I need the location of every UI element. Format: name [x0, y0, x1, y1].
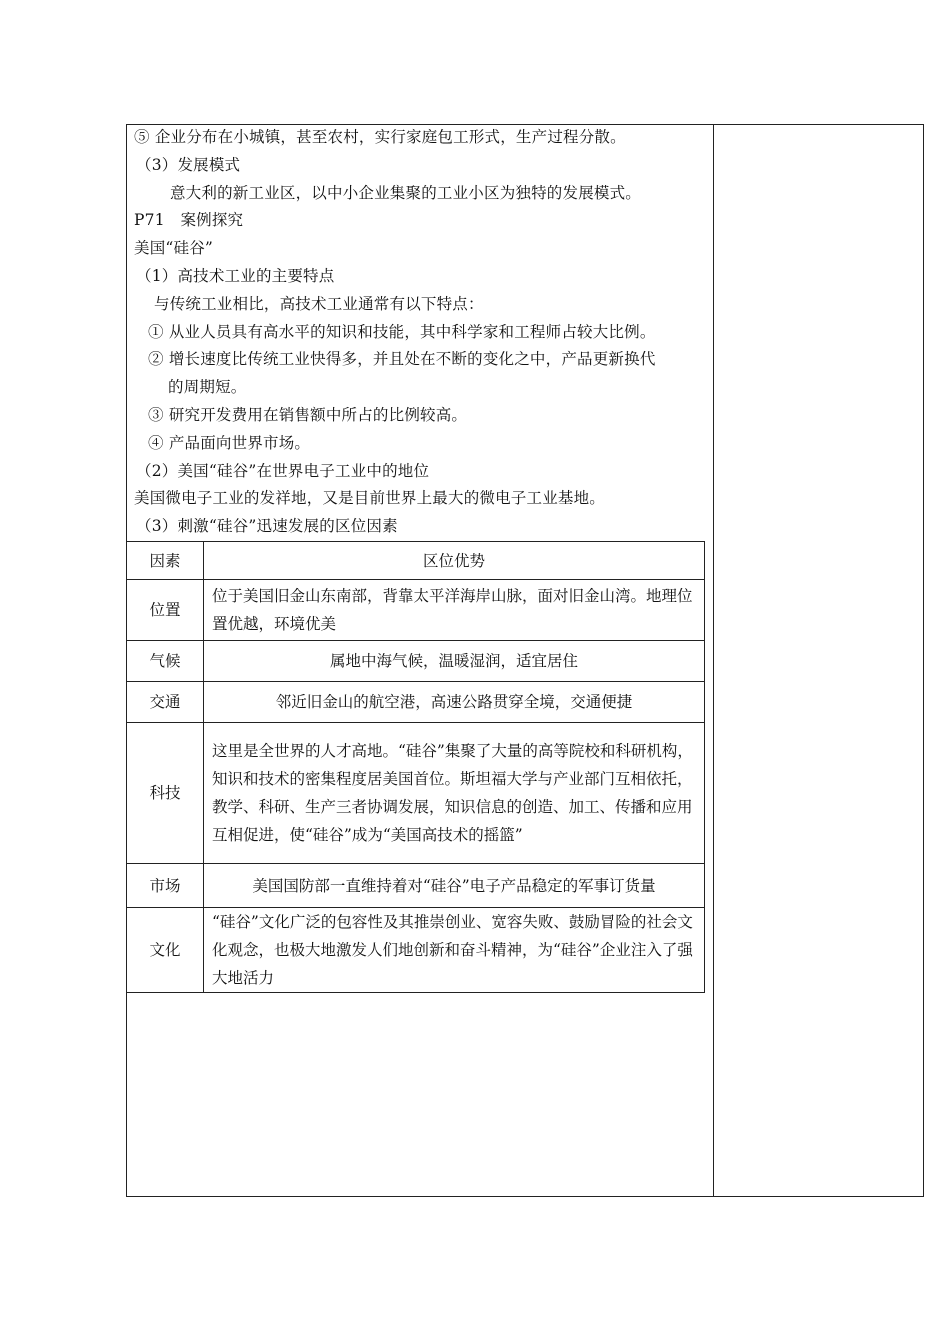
table-row	[127, 580, 705, 641]
location-factors-table	[126, 541, 705, 993]
list-item: ③ 研究开发费用在销售额中所占的比例较高。	[148, 405, 468, 424]
section-heading: （3）发展模式	[136, 155, 241, 174]
advantage-cell: “硅谷”文化广泛的包容性及其推崇创业、宽容失败、鼓励冒险的社会文化观念，也极大地激发人们地创新和奋斗精神，为“硅谷”企业注入了强大地活力	[204, 908, 705, 993]
list-item: ① 从业人员具有高水平的知识和技能，其中科学家和工程师占较大比例。	[148, 322, 656, 341]
factor-cell: 科技	[127, 723, 204, 864]
advantage-cell: 属地中海气候，温暖湿润，适宜居住	[204, 641, 705, 682]
list-item: ④ 产品面向世界市场。	[148, 433, 311, 452]
header-advantage: 区位优势	[204, 542, 705, 580]
main-content	[134, 124, 712, 541]
text-line: 美国微电子工业的发祥地，又是目前世界上最大的微电子工业基地。	[134, 489, 606, 508]
table-row	[127, 641, 705, 682]
table-header-row	[127, 542, 705, 580]
section-heading: （1）高技术工业的主要特点	[136, 266, 335, 285]
factor-cell: 交通	[127, 682, 204, 723]
section-heading: （2）美国“硅谷”在世界电子工业中的地位	[136, 461, 430, 480]
list-item: ② 增长速度比传统工业快得多，并且处在不断的变化之中，产品更新换代	[148, 350, 656, 369]
text-line: 意大利的新工业区，以中小企业集聚的工业小区为独特的发展模式。	[170, 183, 642, 202]
section-heading: 美国“硅谷”	[134, 239, 214, 258]
header-factor: 因素	[127, 542, 204, 580]
advantage-cell: 美国国防部一直维持着对“硅谷”电子产品稳定的军事订货量	[204, 864, 705, 908]
column-divider	[713, 124, 714, 1197]
list-item-continuation: 的周期短。	[168, 378, 247, 397]
advantage-cell: 这里是全世界的人才高地。“硅谷”集聚了大量的高等院校和科研机构，知识和技术的密集程度居美国首位。斯坦福大学与产业部门互相依托，教学、科研、生产三者协调发展，知识信息的创造、加工、传播和应用互相促进，使“硅谷”成为“美国高技术的摇篮”	[204, 723, 705, 864]
advantage-cell: 位于美国旧金山东南部，背靠太平洋海岸山脉，面对旧金山湾。地理位置优越，环境优美	[204, 580, 705, 641]
text-line: 与传统工业相比，高技术工业通常有以下特点：	[154, 294, 484, 313]
factor-cell: 文化	[127, 908, 204, 993]
text-line: ⑤ 企业分布在小城镇，甚至农村，实行家庭包工形式，生产过程分散。	[134, 128, 626, 146]
table-row	[127, 908, 705, 993]
section-heading: P71 案例探究	[134, 211, 244, 230]
table-row	[127, 864, 705, 908]
table-row	[127, 682, 705, 723]
advantage-cell: 邻近旧金山的航空港，高速公路贯穿全境，交通便捷	[204, 682, 705, 723]
section-heading: （3）刺激“硅谷”迅速发展的区位因素	[136, 517, 398, 536]
factor-cell: 市场	[127, 864, 204, 908]
factor-cell: 气候	[127, 641, 204, 682]
factor-cell: 位置	[127, 580, 204, 641]
table-row	[127, 723, 705, 864]
